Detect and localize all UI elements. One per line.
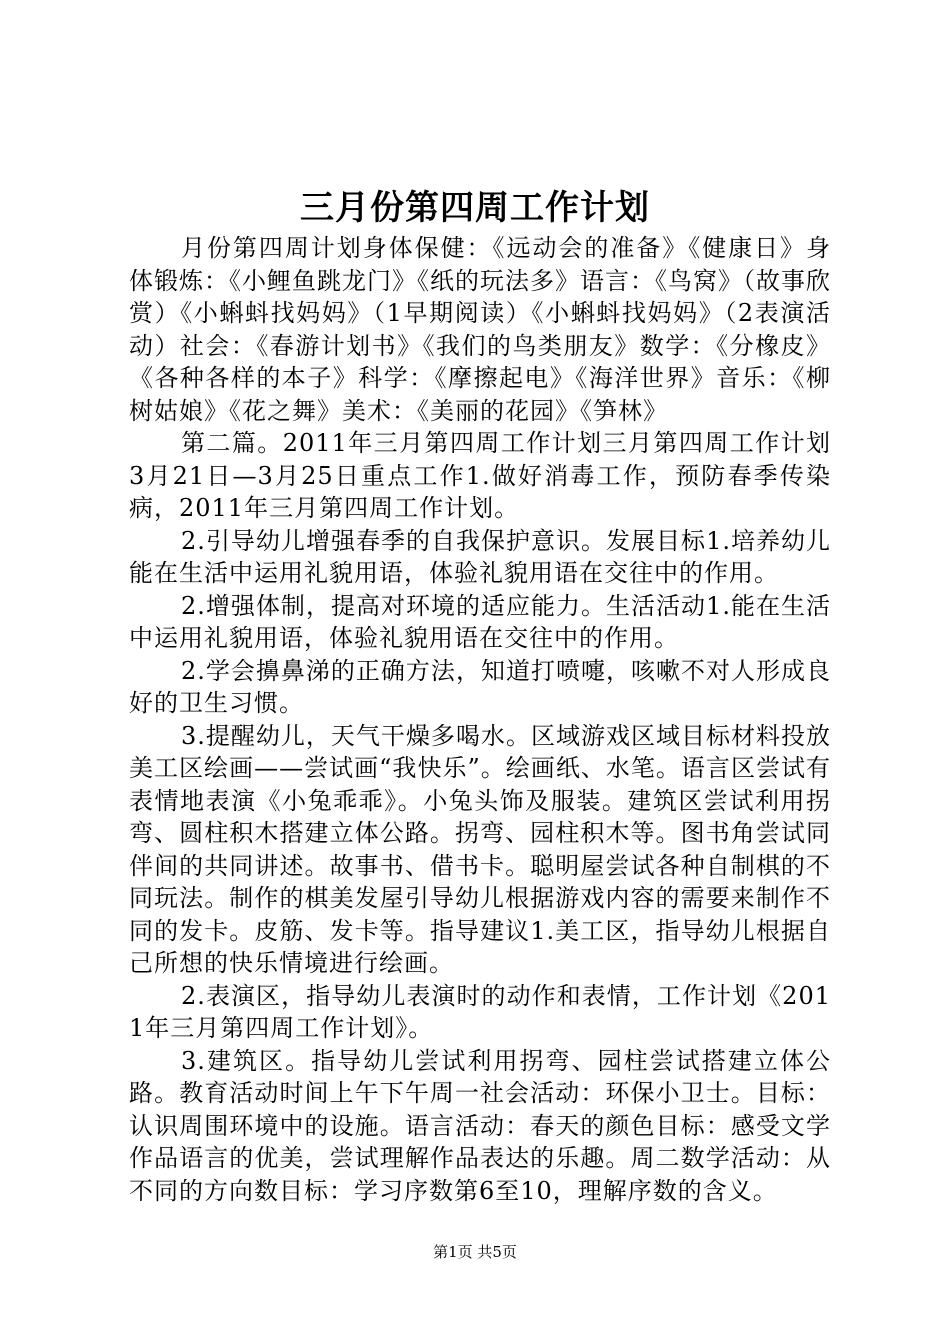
paragraph: 第二篇。2011年三月第四周工作计划三月第四周工作计划3月21日—3月25日重点工作1.做好消毒工作，预防春季传染病，2011年三月第四周工作计划。 <box>129 429 831 522</box>
page-footer: 第1页 共5页 <box>433 1243 517 1261</box>
paragraph: 2.学会擤鼻涕的正确方法，知道打喷嚏，咳嗽不对人形成良好的卫生习惯。 <box>129 656 831 717</box>
document-body <box>129 232 831 1207</box>
paragraph: 3.提醒幼儿，天气干燥多喝水。区域游戏区域目标材料投放美工区绘画——尝试画“我快乐”。绘画纸、水笔。语言区尝试有表情地表演《小兔乖乖》。小兔头饰及服装。建筑区尝试利用拐弯、圆柱积木搭建立体公路。拐弯、园柱积木等。图书角尝试同伴间的共同讲述。故事书、借书卡。聪明屋尝试各种自制棋的不同玩法。制作的棋美发屋引导幼儿根据游戏内容的需要来制作不同的发卡。皮筋、发卡等。指导建议1.美工区，指导幼儿根据自己所想的快乐情境进行绘画。 <box>129 721 831 977</box>
paragraph: 3.建筑区。指导幼儿尝试利用拐弯、园柱尝试搭建立体公路。教育活动时间上午下午周一社会活动：环保小卫士。目标：认识周围环境中的设施。语言活动：春天的颜色目标：感受文学作品语言的优美，尝试理解作品表达的乐趣。周二数学活动：从不同的方向数目标：学习序数第6至10，理解序数的含义。 <box>129 1046 831 1205</box>
paragraph: 2.表演区，指导幼儿表演时的动作和表情，工作计划《2011年三月第四周工作计划》。 <box>129 981 831 1042</box>
document-title: 三月份第四周工作计划 <box>300 188 650 228</box>
paragraph: 2.增强体制，提高对环境的适应能力。生活活动1.能在生活中运用礼貌用语，体验礼貌用语在交往中的作用。 <box>129 591 831 652</box>
paragraph: 月份第四周计划身体保健：《远动会的准备》《健康日》身体锻炼：《小鲤鱼跳龙门》《纸的玩法多》语言：《鸟窝》（故事欣赏）《小蝌蚪找妈妈》（1早期阅读）《小蝌蚪找妈妈》（2表演活动）社会：《春游计划书》《我们的鸟类朋友》数学：《分橡皮》《各种各样的本子》科学：《摩擦起电》《海洋世界》音乐：《柳树姑娘》《花之舞》美术：《美丽的花园》《笋林》 <box>129 234 831 425</box>
paragraph: 2.引导幼儿增强春季的自我保护意识。发展目标1.培养幼儿能在生活中运用礼貌用语，体验礼貌用语在交往中的作用。 <box>129 526 831 587</box>
